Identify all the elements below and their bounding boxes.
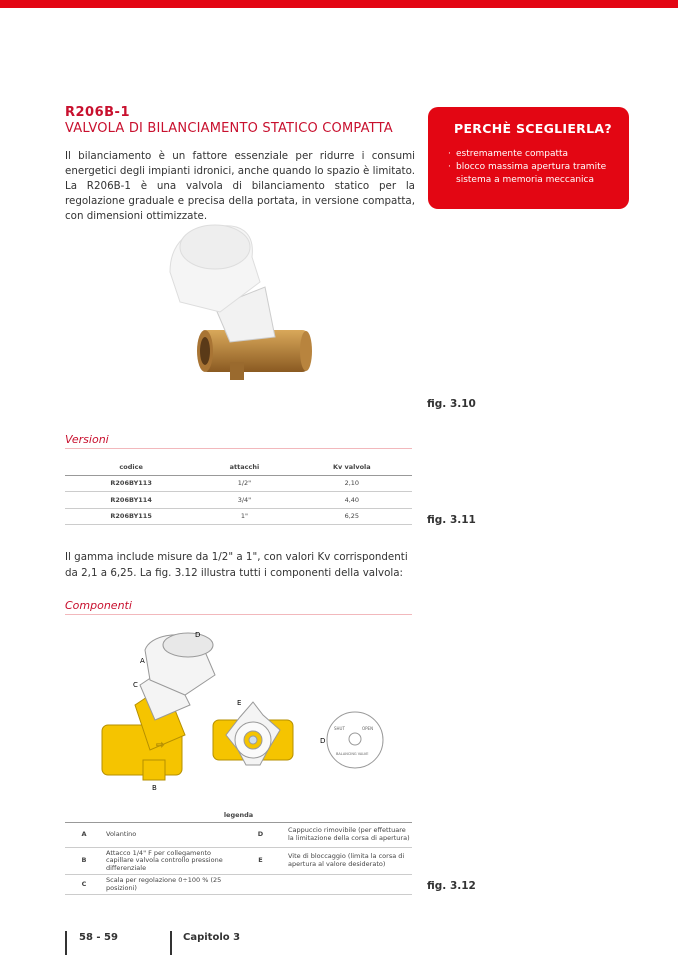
label-d: D <box>320 737 326 745</box>
range-paragraph: Il gamma include misure da 1/2" a 1", con valori Kv corrispondenti da 2,1 a 6,25. La fig. 3.12 illustra tutti i componenti della valvola: <box>65 551 408 579</box>
cell <box>233 875 288 895</box>
cell <box>288 875 412 895</box>
why-item: · estremamente compatta <box>448 148 618 161</box>
divider <box>65 448 412 449</box>
divider <box>65 614 412 615</box>
table-row <box>65 508 412 525</box>
components-diagram <box>90 625 400 795</box>
legend-table <box>65 808 412 895</box>
table-header <box>65 460 412 475</box>
cell: 1" <box>197 508 291 525</box>
why-title: PERCHÈ SCEGLIERLA? <box>454 121 612 136</box>
cell: 2,10 <box>292 475 412 492</box>
cap-open-text: OPEN <box>362 726 374 731</box>
cell: Volantino <box>103 822 233 847</box>
why-item: · blocco massima apertura tramite sistema a memoria meccanica <box>448 161 618 187</box>
table-row <box>65 492 412 509</box>
figure-caption: fig. 3.11 <box>427 514 476 526</box>
cell: 6,25 <box>292 508 412 525</box>
table-row <box>65 875 412 895</box>
cell: R206BY115 <box>65 508 197 525</box>
footer-divider <box>65 931 67 955</box>
label-b: B <box>152 784 157 792</box>
cap-shut-text: SHUT <box>334 726 345 731</box>
intro-paragraph: Il bilanciamento è un fattore essenziale per ridurre i consumi energetici degli impianti idronici, anche quando lo spazio è limitato. La R206B-1 è una valvola di bilanciamento statico per la regolazione graduale e precisa della portata, in versione compatta, con dimensioni ottimizzate. <box>65 150 415 222</box>
cell: 1/2" <box>197 475 291 492</box>
cell: B <box>65 847 103 875</box>
label-a: A <box>140 657 145 665</box>
cell: 4,40 <box>292 492 412 509</box>
label-c: C <box>133 681 138 689</box>
label-e: E <box>237 699 242 707</box>
legend-title: legenda <box>65 808 412 822</box>
valve-top-view <box>213 702 293 765</box>
cell: C <box>65 875 103 895</box>
cell: 3/4" <box>197 492 291 509</box>
versions-heading: Versioni <box>65 433 109 446</box>
svg-text:⇨: ⇨ <box>156 740 165 751</box>
col-header: attacchi <box>197 460 291 475</box>
cap-top-view <box>327 712 383 768</box>
table-row <box>65 475 412 492</box>
cell: R206BY113 <box>65 475 197 492</box>
top-accent-bar <box>0 0 678 8</box>
label-d: D <box>195 631 201 639</box>
product-photo <box>160 212 320 392</box>
table-row <box>65 847 412 875</box>
product-code: R206B-1 <box>65 105 130 120</box>
cell: D <box>233 822 288 847</box>
table-row <box>65 822 412 847</box>
cap-bottom-text: BALANCING VALVE <box>336 752 369 756</box>
cell: Cappuccio rimovibile (per effettuare la limitazione della corsa di apertura) <box>288 822 412 847</box>
footer-divider <box>170 931 172 955</box>
cell: A <box>65 822 103 847</box>
cell: R206BY114 <box>65 492 197 509</box>
why-choose-box <box>428 107 629 209</box>
components-heading: Componenti <box>65 599 132 612</box>
cell: Attacco 1/4" F per collegamento capillare valvola controllo pressione differenziale <box>103 847 233 875</box>
versions-table <box>65 460 412 525</box>
page-numbers: 58 - 59 <box>79 932 118 943</box>
figure-caption: fig. 3.12 <box>427 880 476 892</box>
figure-caption: fig. 3.10 <box>427 398 476 410</box>
cell: Vite di bloccaggio (limita la corsa di apertura al valore desiderato) <box>288 847 412 875</box>
col-header: codice <box>65 460 197 475</box>
valve-side-view <box>102 633 215 780</box>
chapter-label: Capitolo 3 <box>183 932 241 943</box>
col-header: Kv valvola <box>292 460 412 475</box>
product-title: VALVOLA DI BILANCIAMENTO STATICO COMPATTA <box>65 121 393 136</box>
cell: Scala per regolazione 0÷100 % (25 posizioni) <box>103 875 233 895</box>
cell: E <box>233 847 288 875</box>
